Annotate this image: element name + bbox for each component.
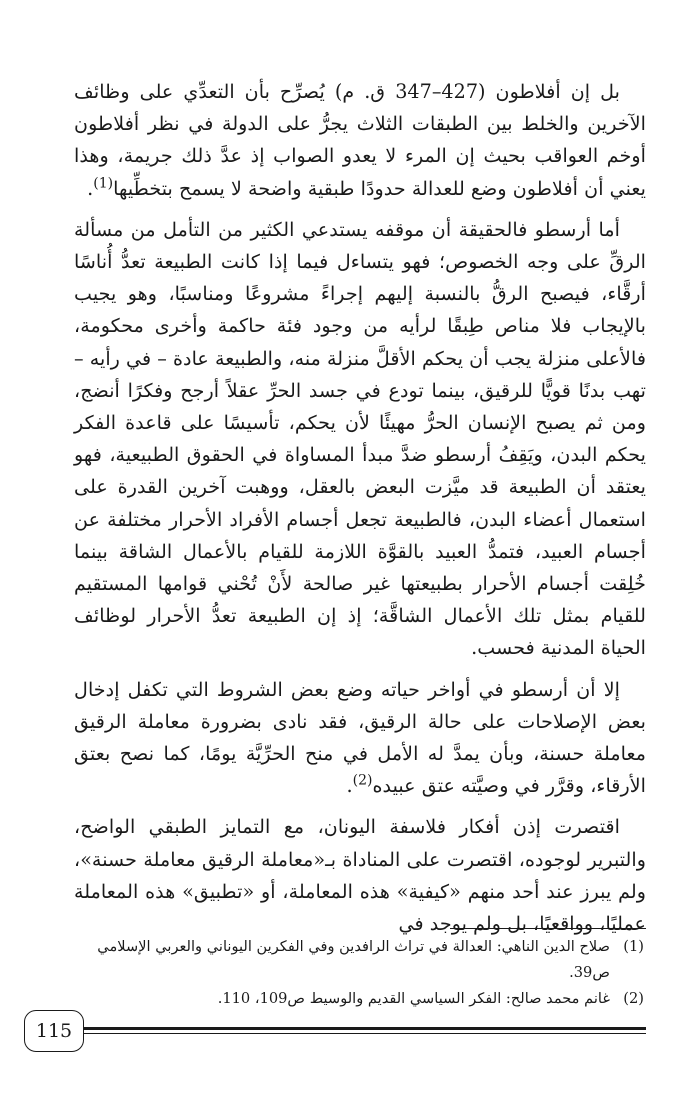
footnote-number: (2) (623, 990, 644, 1007)
page-footer (24, 1010, 646, 1054)
paragraph-1 (74, 76, 646, 205)
paragraph-end: . (87, 176, 94, 200)
paragraph-end: . (346, 774, 353, 798)
footnotes (74, 934, 644, 1012)
paragraph-text: بل إن أفلاطون (427–347 ق. م) يُصرِّح بأن التعدِّي على وظائف الآخرين والخلط بين الطبقات الثلاث يجرُّ على الدولة في نظر أفلاطون أوخم العواقب بحيث إن المرء لا يعدو الصواب إذ عدَّ ذلك جريمة، وهذا يعني أن أفلاطون وضع للعدالة حدودًا طبقية واضحة لا يسمح بتخطِّيها (74, 80, 646, 200)
footer-rule-thin (84, 1033, 646, 1034)
footnote-number: (1) (623, 938, 644, 955)
paragraph-text: إلا أن أرسطو في أواخر حياته وضع بعض الشروط التي تكفل إدخال بعض الإصلاحات على حالة الرقيق، فقد نادى بضرورة معاملة الرقيق معاملة حسنة، وبأن يمدَّ له الأمل في منح الحرِّيَّة يومًا، كما نصح بعتق الأرقاء، وقرَّر في وصيَّته عتق عبيده (74, 677, 646, 798)
footnote-ref-1: (1) (93, 175, 114, 192)
body-text (74, 76, 646, 949)
footer-rule-thick (84, 1027, 646, 1030)
paragraph-text: أما أرسطو فالحقيقة أن موقفه يستدعي الكثير من التأمل من مسألة الرقِّ على وجه الخصوص؛ فهو يتساءل فيما إذا كانت الطبيعة تعدُّ أُناسًا أرقَّاء، فيصبح الرقُّ بالنسبة إليهم إجراءً مشروعًا ومناسبًا، وهو يجيب بالإيجاب فلا مناص طِبقًا لرأيه من وجود فئة حاكمة وأخرى محكومة، فالأعلى منزلة يجب أن يحكم الأقلَّ منزلة منه، والطبيعة عادة – في رأيه – تهب بدنًا قويًّا للرقيق، بينما تودع في جسد الحرِّ عقلاً أرجح وفكرًا أنضج، ومن ثم يصبح الإنسان الحرُّ مهيئًا لأن يحكم، تأسيسًا على قاعدة الفكر يحكم البدن، ويَقِفُ أرسطو ضدَّ مبدأ المساواة في الحقوق الطبيعية، فهو يعتقد أن الطبيعة قد ميَّزت البعض بالعقل، ووهبت آخرين القدرة على استعمال أعضاء البدن، فالطبيعة تجعل أجسام الأفراد الأحرار مختلفة عن أجسام العبيد، فتمدُّ العبيد بالقوَّة اللازمة للقيام بالأعمال الشاقة بينما خُلِقت أجسام الأحرار بطبيعتها غير صالحة لأَنْ تُحْني قوامها المستقيم للقيام بمثل تلك الأعمال الشاقَّة؛ إذ إن الطبيعة تعدُّ الأحرار لوظائف الحياة المدنية فحسب. (74, 217, 646, 660)
paragraph-2 (74, 214, 646, 665)
paragraph-text: اقتصرت إذن أفكار فلاسفة اليونان، مع التمايز الطبقي الواضح، والتبرير لوجوده، اقتصرت على المناداة بـ«معاملة الرقيق معاملة حسنة»، ولم يبرز عند أحد منهم «كيفية» هذه المعاملة، أو «تطبيق» هذه المعاملة عمليًا، وواقعيًا، بل ولم يوجد في (74, 815, 646, 936)
footnote-text: غانم محمد صالح: الفكر السياسي القديم والوسيط ص109، 110. (217, 990, 610, 1007)
paragraph-4 (74, 811, 646, 940)
page-number: 115 (24, 1010, 84, 1052)
footnote-1 (74, 934, 644, 986)
footnote-ref-2: (2) (352, 772, 373, 789)
paragraph-3 (74, 674, 646, 803)
footnote-separator (450, 928, 646, 929)
footnote-2 (74, 986, 644, 1012)
footnote-text: صلاح الدين الناهي: العدالة في تراث الرافدين وفي الفكرين اليوناني والعربي الإسلامي ص39. (97, 938, 610, 981)
